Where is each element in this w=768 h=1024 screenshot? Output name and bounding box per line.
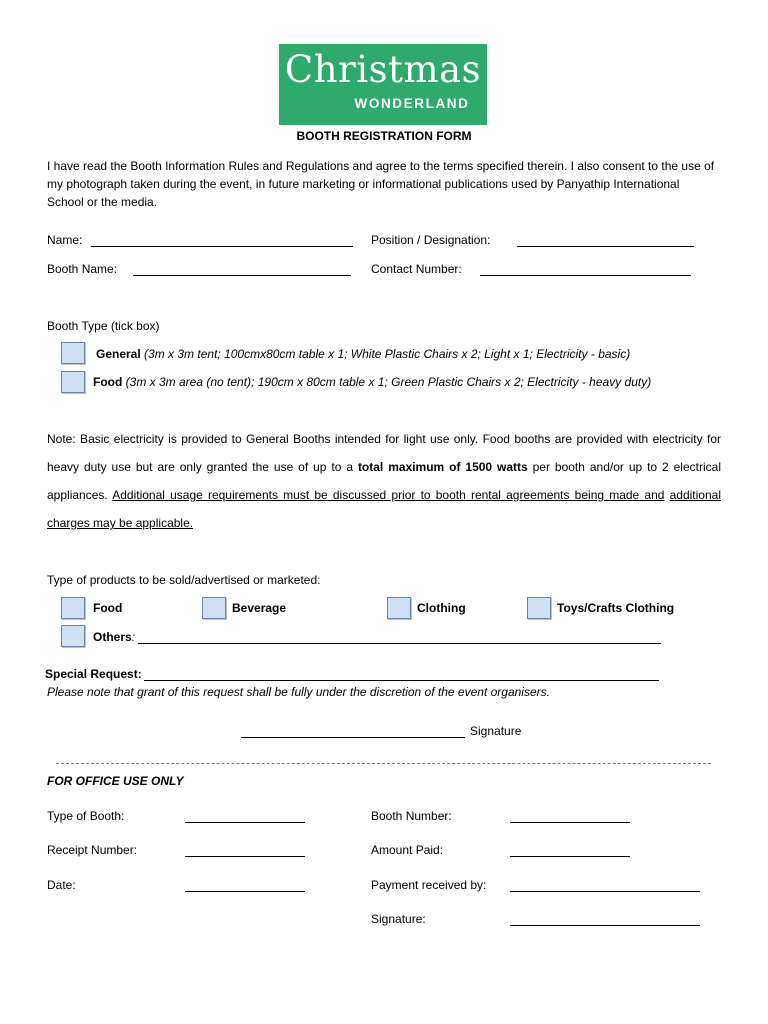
consent-paragraph: I have read the Booth Information Rules and Regulations and agree to the terms specified therein. I also consent to the use of my photograph taken during the event, in future marketing or informational publications used by Panyathip International School or the media. xyxy=(47,159,715,209)
contact-number-label: Contact Number: xyxy=(371,262,462,276)
type-of-booth-field[interactable] xyxy=(185,811,305,823)
electricity-note xyxy=(47,425,721,537)
general-booth-label: General xyxy=(96,347,141,361)
name-field[interactable] xyxy=(91,235,353,247)
payment-received-by-label: Payment received by: xyxy=(371,878,487,892)
note-usage-requirements: Additional usage requirements must be discussed prior to booth rental agreements being made and xyxy=(112,488,665,502)
general-booth-detail: (3m x 3m tent; 100cmx80cm table x 1; White Plastic Chairs x 2; Light x 1; Electricity - basic) xyxy=(144,347,631,361)
date-label: Date: xyxy=(47,878,76,892)
office-use-heading: FOR OFFICE USE ONLY xyxy=(47,774,184,788)
product-food-label: Food xyxy=(93,601,123,615)
position-label: Position / Designation: xyxy=(371,233,491,247)
receipt-number-field[interactable] xyxy=(185,845,305,857)
special-request-note: Please note that grant of this request shall be fully under the discretion of the event organisers. xyxy=(47,685,550,699)
date-field[interactable] xyxy=(185,880,305,892)
product-food-checkbox[interactable] xyxy=(61,597,85,619)
logo-subtitle: WONDERLAND xyxy=(354,96,470,111)
food-booth-checkbox[interactable] xyxy=(61,371,85,393)
booth-number-field[interactable] xyxy=(510,811,630,823)
form-title: BOOTH REGISTRATION FORM xyxy=(296,129,472,143)
office-signature-field[interactable] xyxy=(510,914,700,926)
product-others-label: Others: xyxy=(93,630,136,644)
payment-received-by-field[interactable] xyxy=(510,880,700,892)
receipt-number-label: Receipt Number: xyxy=(47,843,138,857)
office-use-divider xyxy=(56,763,711,764)
food-booth-label: Food xyxy=(93,375,123,389)
type-of-booth-label: Type of Booth: xyxy=(47,809,125,823)
product-toys-crafts-label: Toys/Crafts Clothing xyxy=(557,601,675,615)
logo-title: Christmas xyxy=(284,48,482,91)
product-clothing-checkbox[interactable] xyxy=(387,597,411,619)
special-request-field[interactable] xyxy=(144,669,659,681)
note-text-1: Note: Basic electricity is provided to General Booths intended for light use only. Food booths are provided with electricity for heavy duty use but are only granted the use of up to a xyxy=(47,432,721,474)
note-watt-limit: total maximum of 1500 watts xyxy=(357,460,528,474)
booth-type-heading: Booth Type (tick box) xyxy=(47,319,160,333)
food-booth-detail: (3m x 3m area (no tent); 190cm x 80cm table x 1; Green Plastic Chairs x 2; Electricity - heavy duty) xyxy=(125,375,652,389)
contact-number-field[interactable] xyxy=(480,264,691,276)
amount-paid-label: Amount Paid: xyxy=(371,843,444,857)
name-label: Name: xyxy=(47,233,83,247)
product-others-field[interactable] xyxy=(138,632,661,644)
product-beverage-checkbox[interactable] xyxy=(202,597,226,619)
position-field[interactable] xyxy=(517,235,694,247)
booth-name-field[interactable] xyxy=(133,264,351,276)
note-text-2: per booth and/or up to 2 electrical appliances. xyxy=(47,460,721,502)
product-clothing-label: Clothing xyxy=(417,601,466,615)
product-beverage-label: Beverage xyxy=(232,601,287,615)
note-additional-charges: additional charges may be applicable. xyxy=(47,488,721,530)
food-booth-option xyxy=(93,375,651,389)
booth-number-label: Booth Number: xyxy=(371,809,452,823)
office-signature-label: Signature: xyxy=(371,912,426,926)
signature-field[interactable] xyxy=(241,726,465,738)
booth-name-label: Booth Name: xyxy=(47,262,118,276)
product-toys-crafts-checkbox[interactable] xyxy=(527,597,551,619)
products-heading: Type of products to be sold/advertised or marketed: xyxy=(47,573,321,587)
general-booth-checkbox[interactable] xyxy=(61,342,85,364)
signature-label: Signature xyxy=(470,724,522,738)
general-booth-option xyxy=(96,347,630,361)
special-request-label: Special Request: xyxy=(45,667,142,681)
product-others-checkbox[interactable] xyxy=(61,625,85,647)
amount-paid-field[interactable] xyxy=(510,845,630,857)
christmas-wonderland-logo xyxy=(279,44,487,125)
